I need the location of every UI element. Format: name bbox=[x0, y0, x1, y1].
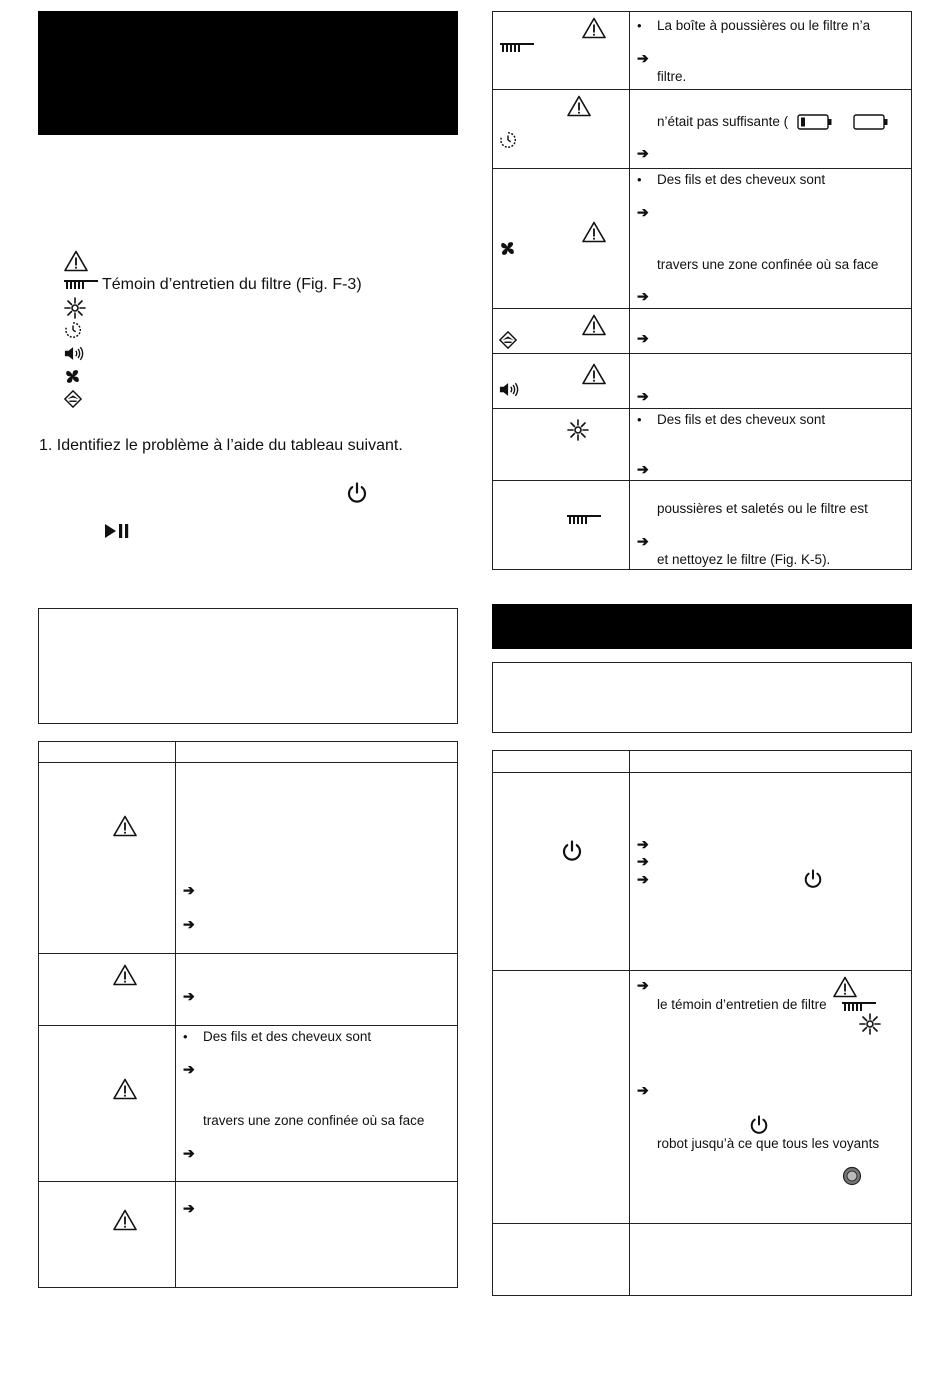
sensor-icon bbox=[499, 331, 517, 354]
round-button-icon bbox=[842, 1166, 862, 1191]
cell-text: Des fils et des cheveux sont bbox=[203, 1029, 372, 1044]
arrow-icon: ➔ bbox=[637, 388, 649, 404]
side-brush-icon bbox=[859, 1013, 881, 1040]
legend-sound bbox=[64, 343, 100, 363]
timer-icon bbox=[64, 320, 100, 340]
fan-icon bbox=[64, 366, 100, 386]
power-icon bbox=[803, 869, 823, 894]
warning-triangle-icon bbox=[582, 314, 606, 341]
legend-filter-label: Témoin d’entretien du filtre (Fig. F-3) bbox=[102, 276, 362, 293]
troubleshooting-table-left bbox=[38, 741, 458, 1288]
legend-timer bbox=[64, 320, 100, 340]
bullet: • bbox=[637, 412, 642, 427]
note-box bbox=[492, 662, 912, 733]
troubleshooting-table-right bbox=[492, 11, 912, 570]
side-brush-icon bbox=[64, 298, 100, 318]
warning-triangle-icon bbox=[64, 251, 100, 271]
cell-text: filtre. bbox=[657, 69, 687, 84]
legend-sensor bbox=[64, 389, 100, 409]
cell-text: travers une zone confinée où sa face bbox=[657, 257, 879, 272]
arrow-icon: ➔ bbox=[637, 871, 649, 887]
cell-text: travers une zone confinée où sa face bbox=[203, 1113, 425, 1128]
warning-triangle-icon bbox=[113, 1209, 137, 1236]
legend-filter bbox=[64, 275, 362, 295]
arrow-icon: ➔ bbox=[183, 1061, 195, 1077]
section-header-black bbox=[492, 604, 912, 649]
arrow-icon: ➔ bbox=[183, 916, 195, 932]
bullet: • bbox=[637, 172, 642, 187]
cell-text: poussières et saletés ou le filtre est bbox=[657, 501, 868, 516]
legend-brush bbox=[64, 298, 100, 318]
arrow-icon: ➔ bbox=[637, 204, 649, 220]
warning-triangle-icon bbox=[567, 95, 591, 122]
warning-triangle-icon bbox=[582, 363, 606, 390]
filter-comb-icon bbox=[567, 512, 601, 530]
timer-icon bbox=[499, 131, 517, 154]
filter-comb-icon bbox=[500, 40, 534, 58]
section-header-black bbox=[38, 11, 458, 135]
cell-text: La boîte à poussières ou le filtre n’a bbox=[657, 18, 871, 33]
arrow-icon: ➔ bbox=[183, 882, 195, 898]
speaker-icon bbox=[499, 382, 519, 402]
warning-triangle-icon bbox=[113, 1078, 137, 1105]
note-box bbox=[38, 608, 458, 724]
arrow-icon: ➔ bbox=[183, 1200, 195, 1216]
bullet: • bbox=[637, 18, 642, 33]
cell-text: et nettoyez le filtre (Fig. K-5). bbox=[657, 552, 831, 567]
warning-triangle-icon bbox=[113, 964, 137, 991]
arrow-icon: ➔ bbox=[637, 288, 649, 304]
arrow-icon: ➔ bbox=[637, 836, 649, 852]
power-icon bbox=[346, 482, 368, 509]
bullet: • bbox=[183, 1029, 188, 1044]
arrow-icon: ➔ bbox=[637, 145, 649, 161]
speaker-icon bbox=[64, 343, 100, 363]
arrow-icon: ➔ bbox=[637, 330, 649, 346]
cell-text: robot jusqu’à ce que tous les voyants bbox=[657, 1136, 880, 1151]
legend-warning bbox=[64, 251, 100, 271]
arrow-icon: ➔ bbox=[637, 533, 649, 549]
arrow-icon: ➔ bbox=[637, 461, 649, 477]
arrow-icon: ➔ bbox=[183, 988, 195, 1004]
fan-icon bbox=[499, 240, 516, 262]
warning-triangle-icon bbox=[582, 221, 606, 248]
warning-triangle-icon bbox=[113, 815, 137, 842]
side-brush-icon bbox=[567, 419, 589, 446]
arrow-icon: ➔ bbox=[637, 50, 649, 66]
sensor-icon bbox=[64, 389, 100, 409]
step-1-text: 1. Identifiez le problème à l’aide du tableau suivant. bbox=[39, 437, 403, 454]
cell-text: le témoin d’entretien de filtre bbox=[657, 997, 827, 1012]
arrow-icon: ➔ bbox=[637, 1082, 649, 1098]
troubleshooting-table-right-2 bbox=[492, 750, 912, 1296]
battery-low-icon bbox=[797, 114, 833, 135]
arrow-icon: ➔ bbox=[183, 1145, 195, 1161]
legend-fan bbox=[64, 366, 100, 386]
power-icon bbox=[561, 840, 583, 867]
battery-empty-icon bbox=[853, 114, 889, 135]
arrow-icon: ➔ bbox=[637, 977, 649, 993]
cell-text: Des fils et des cheveux sont bbox=[657, 172, 826, 187]
filter-comb-icon bbox=[64, 275, 102, 295]
arrow-icon: ➔ bbox=[637, 853, 649, 869]
cell-text: Des fils et des cheveux sont bbox=[657, 412, 826, 427]
cell-text: n’était pas suffisante ( bbox=[657, 114, 789, 129]
play-pause-icon bbox=[104, 523, 130, 544]
warning-triangle-icon bbox=[582, 17, 606, 44]
